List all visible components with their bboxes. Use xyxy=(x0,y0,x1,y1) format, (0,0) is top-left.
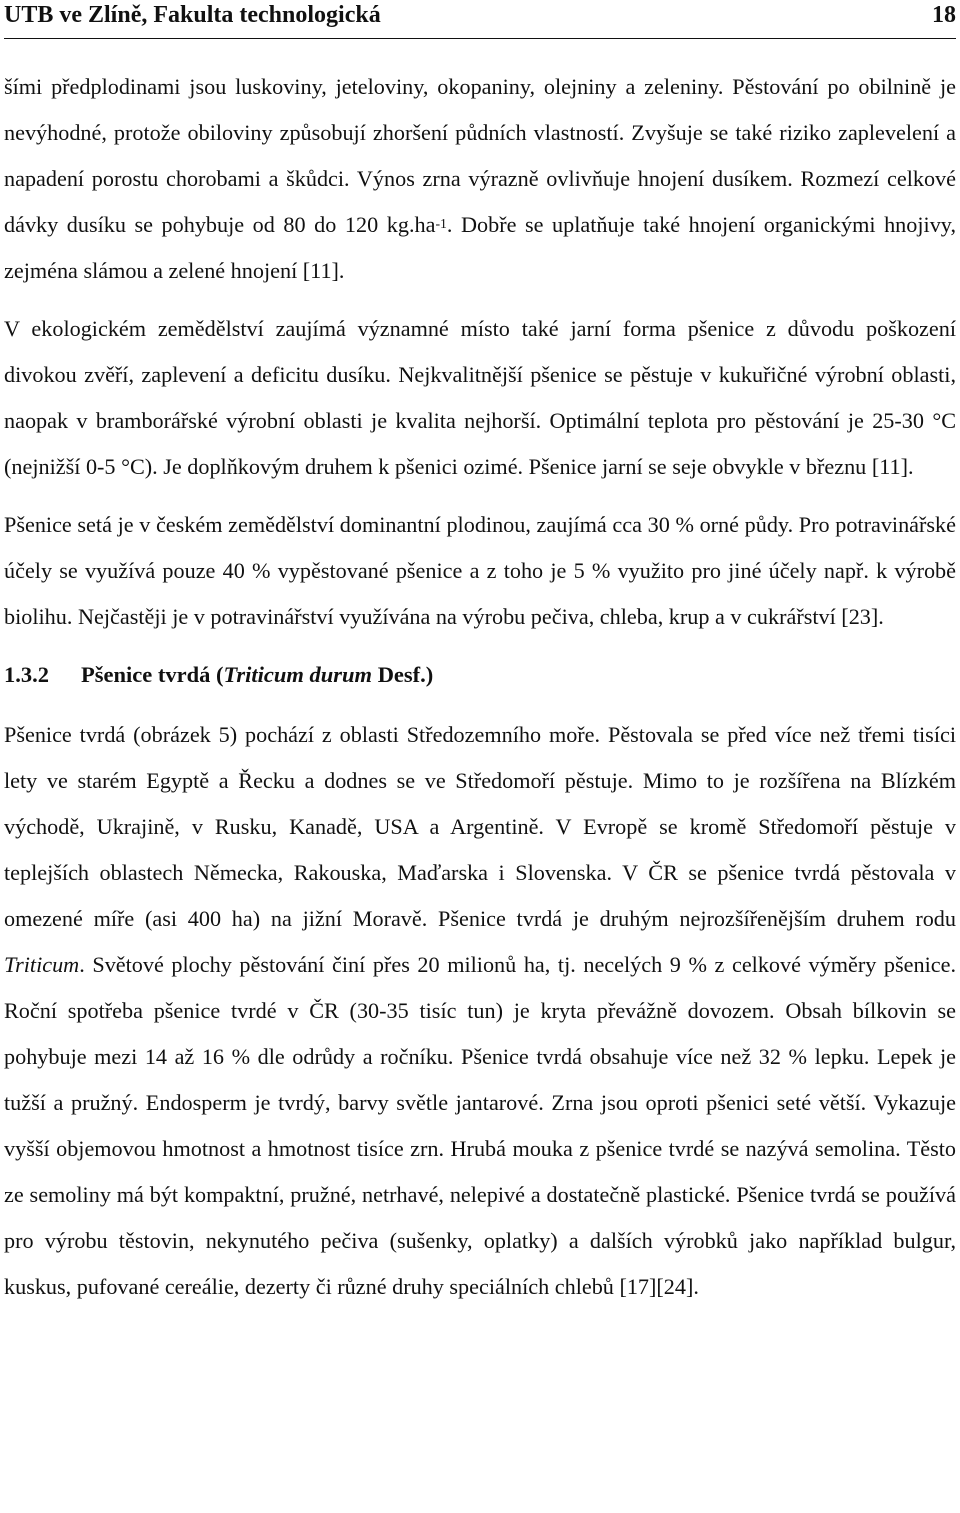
section-title-italic: Triticum durum xyxy=(223,662,373,687)
section-heading xyxy=(4,652,956,698)
section-title-b: Desf.) xyxy=(372,662,434,687)
paragraph-1-text-a: šími předplodinami jsou luskoviny, jeteloviny, okopaniny, olejniny a zeleniny. Pěstování po obilnině je nevýhodné, protože obiloviny způsobují zhoršení půdních vlastností. Zvyšuje se také riziko zaplevelení a napadení porostu chorobami a škůdci. Výnos zrna výrazně ovlivňuje hnojení dusíkem. Rozmezí celkové dávky dusíku se pohybuje od 80 do 120 kg.ha xyxy=(4,74,956,237)
section-title-a: Pšenice tvrdá ( xyxy=(81,662,224,687)
paragraph-4 xyxy=(4,712,956,1310)
paragraph-2: V ekologickém zemědělství zaujímá významné místo také jarní forma pšenice z důvodu poškození divokou zvěří, zaplevení a deficitu dusíku. Nejkvalitnější pšenice se pěstuje v kukuřičné výrobní oblasti, naopak v bramborářské výrobní oblasti je kvalita nejhorší. Optimální teplota pro pěstování je 25-30 °C (nejnižší 0-5 °C). Je doplňkovým druhem k pšenici ozimé. Pšenice jarní se seje obvykle v březnu [11]. xyxy=(4,316,956,479)
paragraph-4-italic: Triticum xyxy=(4,952,80,977)
header-title: UTB ve Zlíně, Fakulta technologická xyxy=(4,2,381,28)
section-number: 1.3.2 xyxy=(4,662,49,687)
page-header xyxy=(4,0,956,39)
paragraph-3: Pšenice setá je v českém zemědělství dominantní plodinou, zaujímá cca 30 % orné půdy. Pro potravinářské účely se využívá pouze 40 % vypěstované pšenice a z toho je 5 % využito pro jiné účely např. k výrobě biolihu. Nejčastěji je v potravinářství využívána na výrobu pečiva, chleba, krup a v cukrářství [23]. xyxy=(4,512,956,629)
paragraph-1-text-b: . Dobře se uplatňuje také hnojení organickými hnojivy, zejména slámou a zelené hnojení [11]. xyxy=(4,212,956,283)
body-text xyxy=(4,64,956,1322)
unit-exponent: -1 xyxy=(435,215,447,231)
paragraph-1 xyxy=(4,64,956,294)
paragraph-4-text-a: Pšenice tvrdá (obrázek 5) pochází z oblasti Středozemního moře. Pěstovala se před více než třemi tisíci lety ve starém Egyptě a Řecku a dodnes se ve Středomoří pěstuje. Mimo to je rozšířena na Blízkém východě, Ukrajině, v Rusku, Kanadě, USA a Argentině. V Evropě se kromě Středomoří pěstuje v teplejších oblastech Německa, Rakouska, Maďarska i Slovenska. V ČR se pšenice tvrdá pěstovala v omezené míře (asi 400 ha) na jižní Moravě. Pšenice tvrdá je druhým nejrozšířenějším druhem rodu xyxy=(4,722,956,931)
paragraph-4-text-b: . Světové plochy pěstování činí přes 20 milionů ha, tj. necelých 9 % z celkové výměry pšenice. Roční spotřeba pšenice tvrdé v ČR (30-35 tisíc tun) je kryta převážně dovozem. Obsah bílkovin se pohybuje mezi 14 až 16 % dle odrůdy a ročníku. Pšenice tvrdá obsahuje více než 32 % lepku. Lepek je tužší a pružný. Endosperm je tvrdý, barvy světle jantarové. Zrna jsou oproti pšenici seté větší. Vykazuje vyšší objemovou hmotnost a hmotnost tisíce zrn. Hrubá mouka z pšenice tvrdé se nazývá semolina. Těsto ze semoliny má být kompaktní, pružné, netrhavé, nelepivé a dostatečně plastické. Pšenice tvrdá se používá pro výrobu těstovin, nekynutého pečiva (sušenky, oplatky) a dalších výrobků jako například bulgur, kuskus, pufované cereálie, dezerty či různé druhy speciálních chlebů [17][24]. xyxy=(4,952,956,1299)
page-number: 18 xyxy=(932,2,956,28)
